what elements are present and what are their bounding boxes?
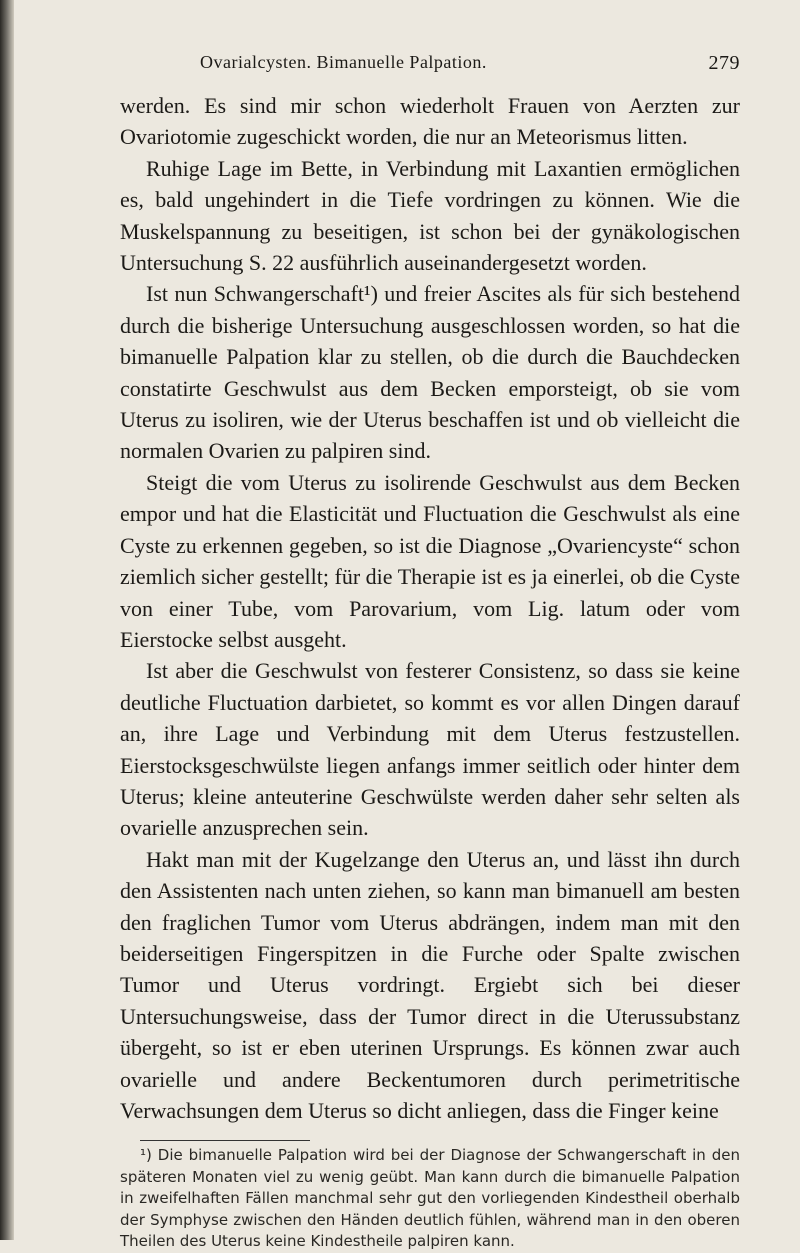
book-spine-shadow bbox=[0, 0, 14, 1240]
paragraph: werden. Es sind mir schon wiederholt Frauen von Aerzten zur Ovariotomie zugeschickt worden, die nur an Meteorismus litten. bbox=[120, 93, 740, 150]
footnote-divider bbox=[140, 1140, 310, 1141]
book-page bbox=[120, 52, 740, 1253]
running-header bbox=[120, 52, 740, 82]
body-text bbox=[120, 90, 740, 1126]
paragraph: Ruhige Lage im Bette, in Verbindung mit Laxantien ermöglichen es, bald ungehindert in die Tiefe vordringen zu können. Wie die Muskelspannung zu beseitigen, ist schon bei der gynäkologischen Untersuchung S. 22 ausführlich auseinandergesetzt worden. bbox=[120, 155, 740, 276]
paragraph: Ist aber die Geschwulst von festerer Consistenz, so dass sie keine deutliche Fluctuation darbietet, so kommt es vor allen Dingen darauf an, ihre Lage und Verbindung mit dem Uterus festzustellen. Eierstocksgeschwülste liegen anfangs immer seitlich oder hinter dem Uterus; kleine anteuterine Geschwülste werden daher sehr selten als ovarielle anzusprechen sein. bbox=[120, 658, 740, 841]
page-number: 279 bbox=[708, 52, 740, 74]
paragraph: Hakt man mit der Kugelzange den Uterus an, und lässt ihn durch den Assistenten nach unten ziehen, so kann man bimanuell am besten den fraglichen Tumor vom Uterus abdrängen, indem man mit den beiderseitigen Fingerspitzen in die Furche oder Spalte zwischen Tumor und Uterus vordringt. Ergiebt sich bei dieser Untersuchungsweise, dass der Tumor direct in die Uterussubstanz übergeht, so ist er eben uterinen Ursprungs. Es können zwar auch ovarielle und andere Beckentumoren durch perimetritische Verwachsungen dem Uterus so dicht anliegen, dass die Finger keine bbox=[120, 846, 740, 1123]
running-title: Ovarialcysten. Bimanuelle Palpation. bbox=[200, 52, 487, 72]
paragraph: Steigt die vom Uterus zu isolirende Geschwulst aus dem Becken empor und hat die Elasticität und Fluctuation die Geschwulst als eine Cyste zu erkennen gegeben, so ist die Diagnose „Ovariencyste“ schon ziemlich sicher gestellt; für die Therapie ist es ja einerlei, ob die Cyste von einer Tube, vom Parovarium, vom Lig. latum oder vom Eierstocke selbst ausgeht. bbox=[120, 469, 740, 652]
paragraph: Ist nun Schwangerschaft¹) und freier Ascites als für sich bestehend durch die bisherige Untersuchung ausgeschlossen worden, so hat die bimanuelle Palpation klar zu stellen, ob die durch die Bauchdecken constatirte Geschwulst aus dem Becken emporsteigt, ob sie vom Uterus zu isoliren, wie der Uterus beschaffen ist und ob vielleicht die normalen Ovarien zu palpiren sind. bbox=[120, 281, 740, 464]
footnote-text: ¹) Die bimanuelle Palpation wird bei der Diagnose der Schwangerschaft in den späteren Monaten viel zu wenig geübt. Man kann durch die bimanuelle Palpation in zweifelhaften Fällen manchmal sehr gut den vorliegenden Kindestheil oberhalb der Symphyse zwischen den Händen deutlich fühlen, während man in den oberen Theilen des Uterus keine Kindestheile palpiren kann. bbox=[120, 1146, 740, 1251]
footnote bbox=[120, 1145, 740, 1253]
